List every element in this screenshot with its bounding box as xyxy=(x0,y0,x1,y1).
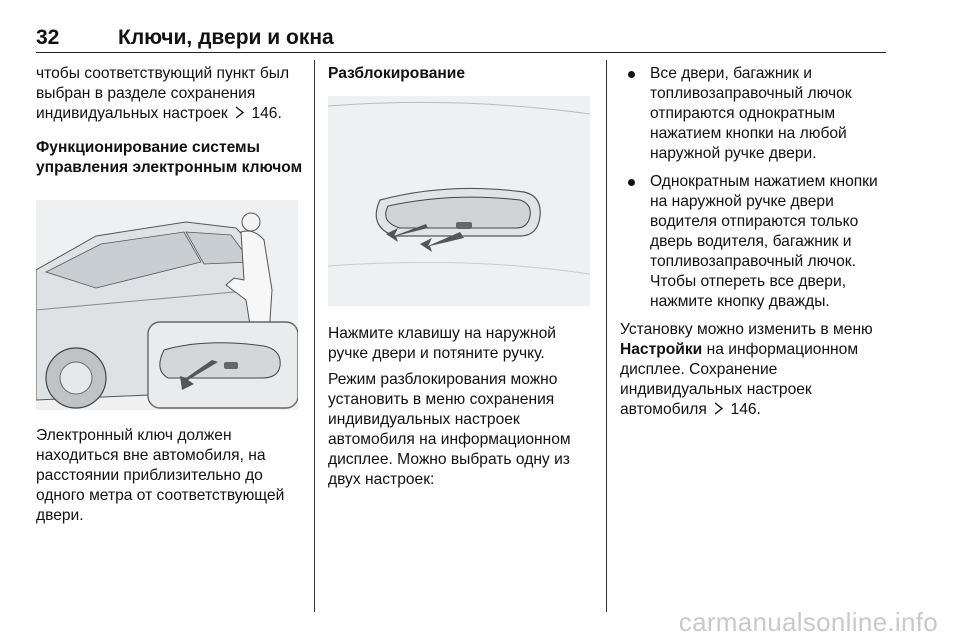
page-header xyxy=(36,22,886,53)
watermark: carmanualsonline.info xyxy=(678,607,938,637)
section-heading: Разблокирование xyxy=(328,65,466,82)
paragraph: Нажмите клавишу на наружной ручке двери и потяните ручку. xyxy=(328,325,556,362)
intro-paragraph: чтобы соответствующий пункт был выбран в разделе сохранения индивидуальных настроек 146. xyxy=(36,65,290,122)
car-key-figure xyxy=(36,200,298,410)
bullet-list xyxy=(620,64,890,312)
column-divider xyxy=(314,60,315,612)
chapter-title: Ключи, двери и окна xyxy=(118,26,334,49)
list-item: Однократным нажатием кнопки на наружной ручке двери водителя отпираются только дверь водителя, багажник и топливозаправочный лючок. Чтобы отпереть все двери, нажмите кнопку дважды. xyxy=(620,172,890,312)
paragraph: Установку можно изменить в меню Настройки на информационном дисплее. Сохранение индивидуальных настроек автомобиля 146. xyxy=(620,321,873,418)
reference-arrow-icon xyxy=(234,106,245,119)
paragraph: Режим разблокирования можно установить в меню сохранения индивидуальных настроек автомобиля на информационном дисплее. Можно выбрать одну из двух настроек: xyxy=(328,371,571,488)
column-2 xyxy=(328,64,596,490)
column-3 xyxy=(620,64,890,420)
page-reference[interactable]: 146. xyxy=(251,105,282,122)
door-handle-figure xyxy=(328,96,590,306)
page-reference[interactable]: 146. xyxy=(730,401,761,418)
menu-name: Настройки xyxy=(620,341,703,358)
bullet-icon xyxy=(628,71,635,78)
list-item: Все двери, багажник и топливозаправочный лючок отпираются однократным нажатием кнопки на любой наружной ручке двери. xyxy=(620,64,890,164)
figure-caption: Электронный ключ должен находиться вне автомобиля, на расстоянии приблизительно до одного метра от соответствующей двери. xyxy=(36,427,285,524)
column-1 xyxy=(36,64,304,526)
column-divider xyxy=(606,60,607,612)
page-number: 32 xyxy=(36,26,60,49)
reference-arrow-icon xyxy=(713,402,724,415)
bullet-icon xyxy=(628,179,635,186)
section-heading: Функционирование системы управления электронным ключом xyxy=(36,139,303,176)
